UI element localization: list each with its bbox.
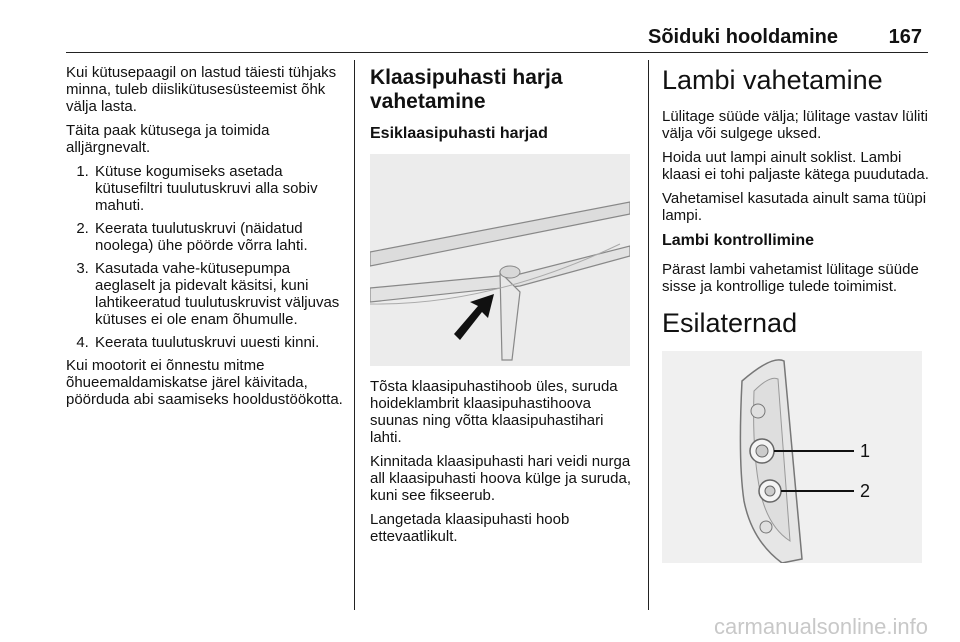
paragraph: Täita paak kütusega ja toimida alljärgnevalt. (66, 122, 270, 156)
header-rule (66, 52, 928, 53)
paragraph: Lülitage süüde välja; lülitage vastav lüliti välja või sulgege uksed. (662, 108, 928, 142)
page-number: 167 (888, 26, 922, 48)
column-divider (354, 60, 355, 610)
page-header (66, 24, 928, 52)
section-heading: Esilaternad (662, 308, 798, 338)
section-title: Sõiduki hooldamine (647, 26, 838, 48)
paragraph: Tõsta klaasipuhastihoob üles, suruda hoideklambrit klaasipuhastihoova suunas ning võtta klaasipuhastihari lahti. (370, 378, 618, 446)
paragraph: Kui mootorit ei õnnestu mitme õhueemaldamiskatse järel käivitada, pöörduda abi saamiseks hooldustöökotta. (66, 357, 343, 408)
wiper-blade-illustration (370, 154, 630, 366)
headlamp-illustration (662, 351, 922, 563)
paragraph: Hoida uut lampi ainult soklist. Lambi klaasi ei tohi paljaste kätega puudutada. (662, 149, 929, 183)
paragraph: Vahetamisel kasutada ainult sama tüüpi lampi. (662, 190, 927, 224)
list-item: 2. Keerata tuulutuskruvi (näidatud noolega) ühe pöörde võrra lahti. (93, 220, 348, 254)
column-wiper-blade (370, 66, 638, 552)
paragraph: Kui kütusepaagil on lastud täiesti tühjaks minna, tuleb diislikütusesüsteemist õhk välja lasta. (66, 64, 337, 115)
watermark: carmanualsonline.info (713, 614, 928, 639)
section-heading: Klaasipuhasti harja vahetamine (370, 66, 563, 113)
column-fuel-bleeding (66, 64, 348, 415)
callout-label: 2 (860, 481, 871, 501)
list-item: 4. Keerata tuulutuskruvi uuesti kinni. (93, 334, 348, 351)
column-bulb-replacement (662, 64, 932, 563)
list-item: 3. Kasutada vahe-kütusepumpa aeglaselt ja pidevalt käsitsi, kuni lahtikeeratud tuulutuskruvist väljuvas kütuses ei ole enam õhumulle. (93, 260, 348, 328)
paragraph: Langetada klaasipuhasti hoob ettevaatlikult. (370, 511, 570, 545)
steps-list (66, 163, 348, 351)
subsection-heading: Lambi kontrollimine (662, 232, 815, 249)
subsection-heading: Esiklaasipuhasti harjad (370, 125, 548, 142)
wiper-illustration-svg (370, 154, 630, 366)
column-divider (648, 60, 649, 610)
paragraph: Kinnitada klaasipuhasti hari veidi nurga all klaasipuhasti hoova külge ja suruda, kuni see fikseerub. (370, 453, 631, 504)
list-item: 1. Kütuse kogumiseks asetada kütusefiltri tuulutuskruvi alla sobiv mahuti. (93, 163, 348, 214)
headlamp-illustration-svg (662, 351, 922, 563)
callout-label: 1 (860, 441, 871, 461)
section-heading: Lambi vahetamine (662, 65, 883, 95)
paragraph: Pärast lambi vahetamist lülitage süüde sisse ja kontrollige tulede toimimist. (662, 261, 919, 295)
